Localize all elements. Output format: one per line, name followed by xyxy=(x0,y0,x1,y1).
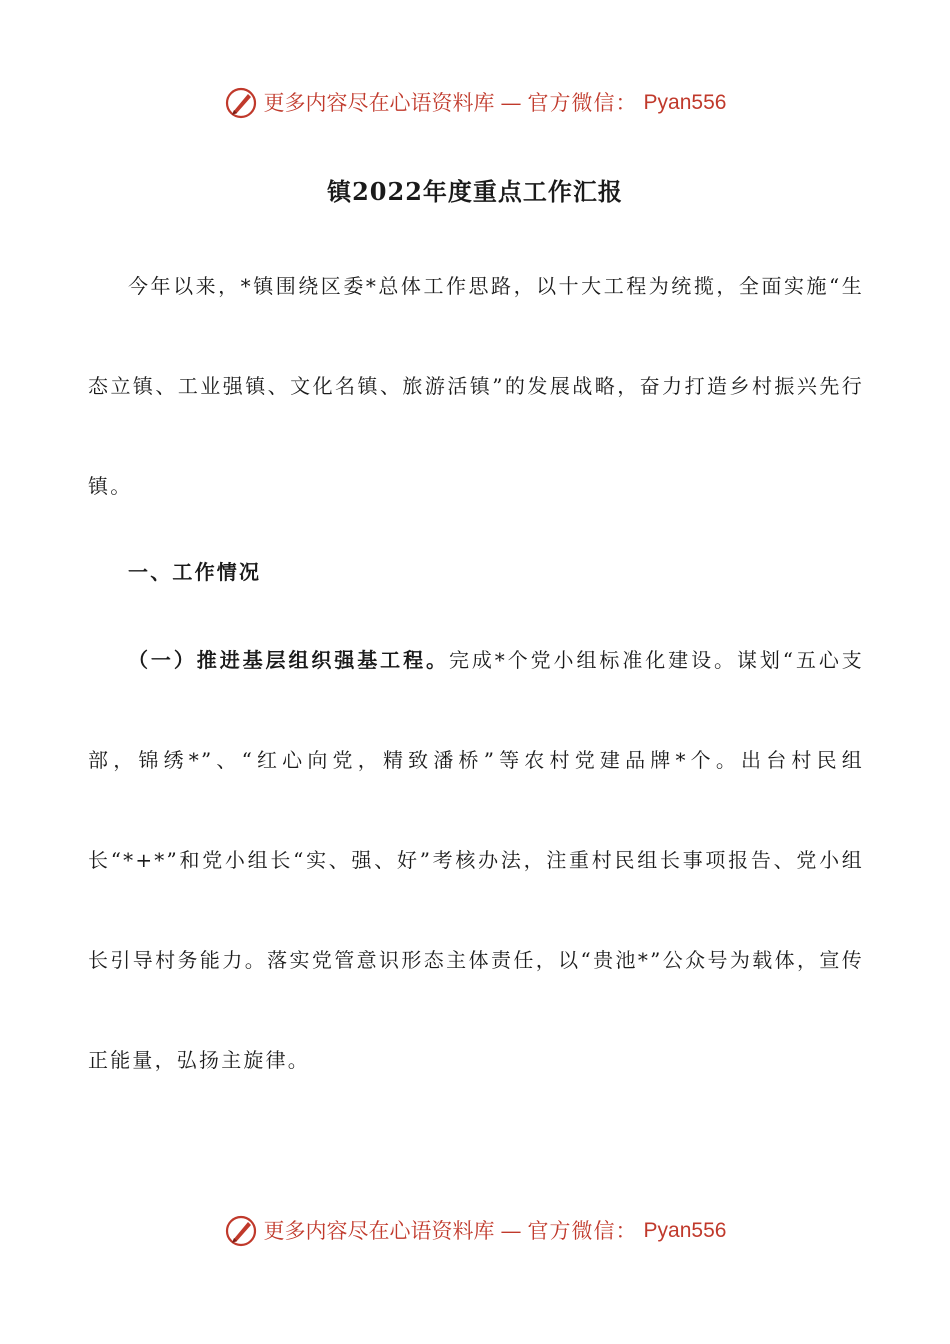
item1-block xyxy=(88,610,864,1110)
watermark-brand: 更多内容尽在心语资料库 xyxy=(263,1219,495,1243)
watermark-dash: — xyxy=(500,1219,522,1243)
intro-paragraph: 今年以来，*镇围绕区委*总体工作思路，以十大工程为统揽，全面实施“生态立镇、工业强镇、文化名镇、旅游活镇”的发展战略，奋力打造乡村振兴先行镇。 xyxy=(88,274,864,498)
watermark-header xyxy=(0,86,950,120)
item1-heading: （一）推进基层组织强基工程。 xyxy=(128,648,449,672)
watermark-label: 官方微信： xyxy=(527,91,638,115)
pen-logo-icon xyxy=(224,1214,258,1248)
item1-paragraph xyxy=(88,610,864,1110)
watermark-id: Pyan556 xyxy=(643,91,727,114)
watermark-id: Pyan556 xyxy=(643,1219,727,1242)
watermark-footer xyxy=(0,1214,950,1248)
intro-block xyxy=(88,236,864,536)
item1-body: 完成*个党小组标准化建设。谋划“五心支部，锦绣*”、“红心向党，精致潘桥”等农村党建品牌*个。出台村民组长“*+*”和党小组长“实、强、好”考核办法，注重村民组长事项报告、党小组长引导村务能力。落实党管意识形态主体责任，以“贵池*”公众号为载体，宣传正能量，弘扬主旋律。 xyxy=(88,648,864,1072)
pen-logo-icon xyxy=(224,86,258,120)
document-title: 镇2022年度重点工作汇报 xyxy=(327,177,623,206)
watermark-dash: — xyxy=(500,91,522,115)
watermark-label: 官方微信： xyxy=(527,1219,638,1243)
section-heading-block xyxy=(88,522,864,622)
section1-heading: 一、工作情况 xyxy=(128,560,262,584)
watermark-brand: 更多内容尽在心语资料库 xyxy=(263,91,495,115)
